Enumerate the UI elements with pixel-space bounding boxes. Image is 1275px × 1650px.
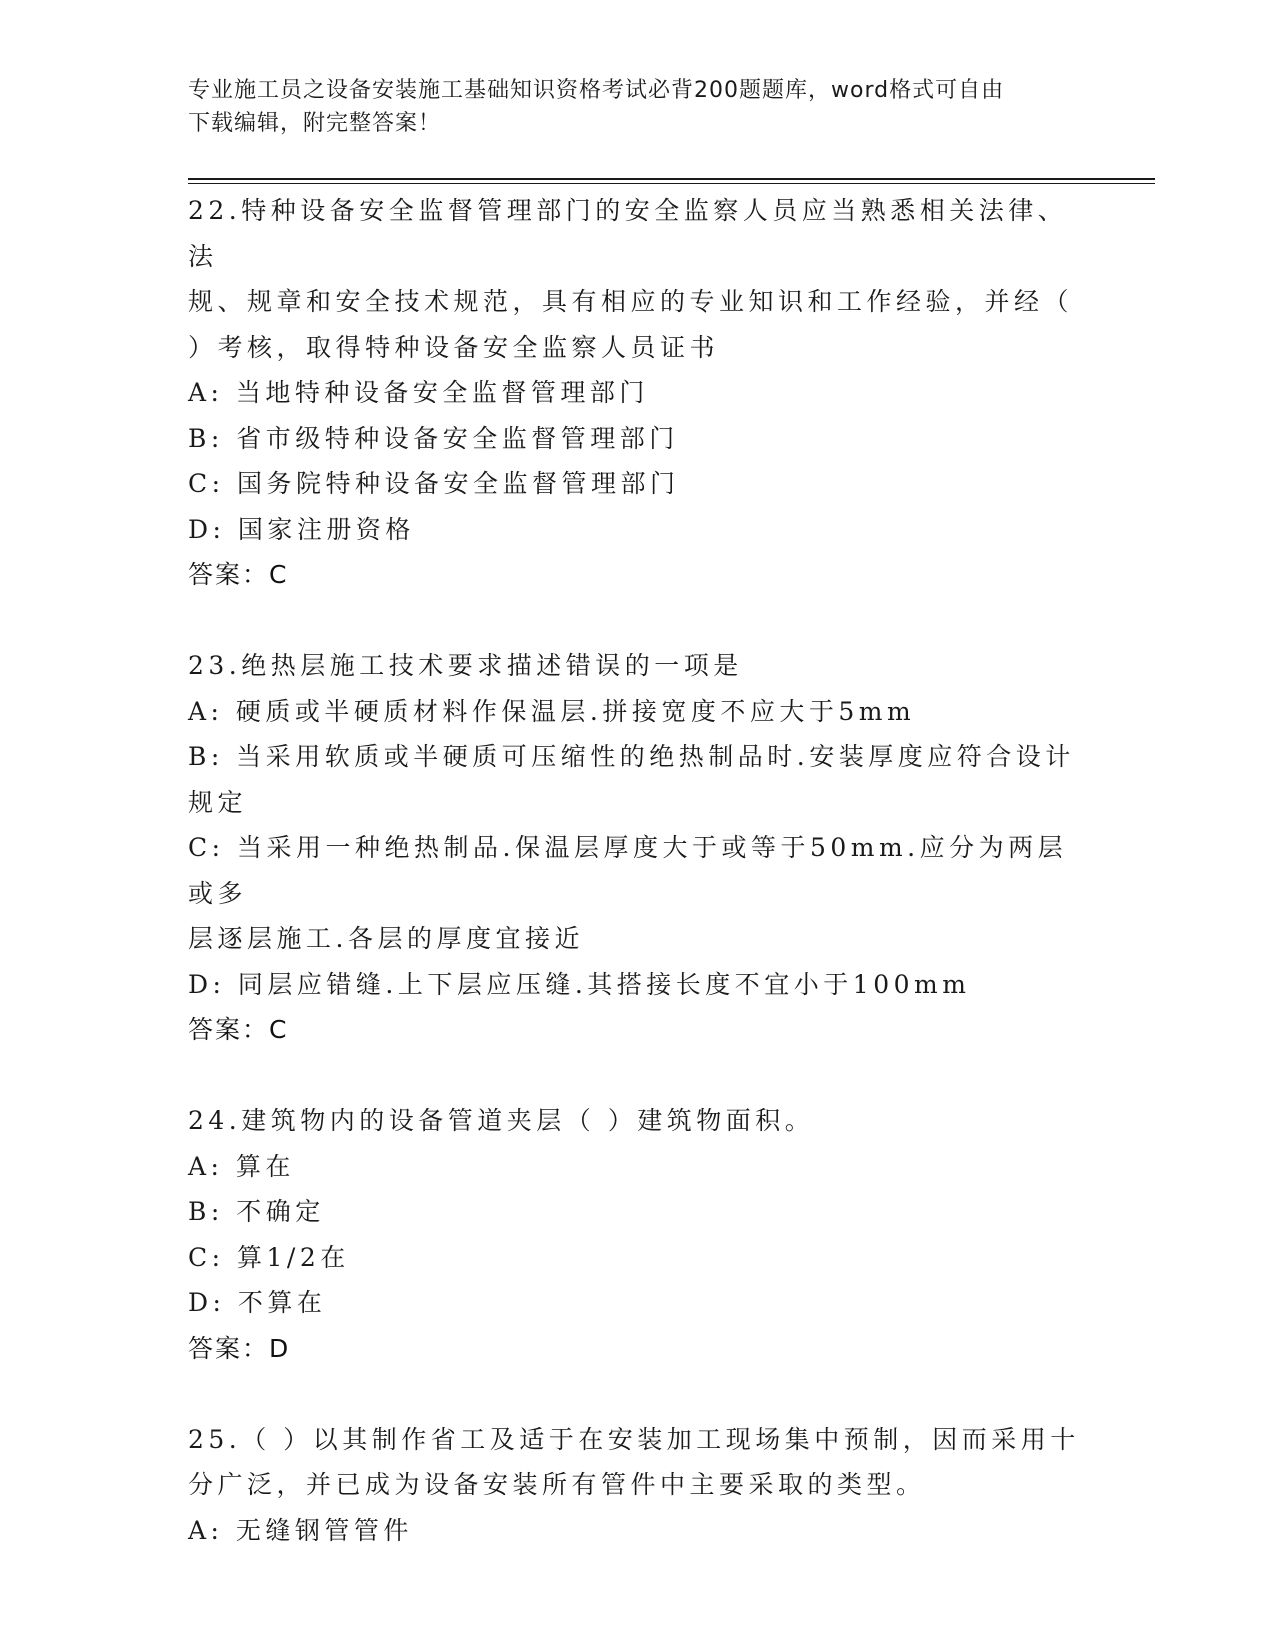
option-d: D: 同层应错缝.上下层应压缝.其搭接长度不宜小于100mm: [188, 969, 971, 999]
option-d: D: 不算在: [188, 1288, 327, 1317]
question-spacer: [188, 1053, 1088, 1099]
question-stem-line: 规、规章和安全技术规范，具有相应的专业知识和工作经验，并经（: [188, 287, 1074, 316]
option-b: B: 不确定: [188, 1197, 325, 1226]
option-a: A: 硬质或半硬质材料作保温层.拼接宽度不应大于5mm: [188, 696, 916, 726]
option-a: A: 算在: [188, 1151, 295, 1181]
option-a: A: 无缝钢管管件: [188, 1515, 413, 1545]
answer-label: 答案：D: [188, 1333, 291, 1363]
question-stem-line: 22.特种设备安全监督管理部门的安全监察人员应当熟悉相关法律、法: [188, 196, 1068, 271]
question-stem-line: 25.（ ）以其制作省工及适于在安装加工现场集中预制，因而采用十: [188, 1424, 1080, 1454]
question-stem-line: 23.绝热层施工技术要求描述错误的一项是: [188, 651, 743, 680]
option-c: C: 国务院特种设备安全监督管理部门: [188, 469, 680, 498]
answer-label: 答案：C: [188, 1015, 289, 1044]
question-list: [188, 188, 1088, 1553]
answer-label: 答案：C: [188, 560, 289, 589]
question-22: [188, 188, 1088, 598]
question-25: [188, 1417, 1088, 1554]
header-line-2: 下载编辑，附完整答案！: [188, 111, 442, 136]
header-line-1: 专业施工员之设备安装施工基础知识资格考试必背200题题库，word格式可自由: [188, 78, 1005, 103]
question-spacer: [188, 1371, 1088, 1417]
option-c: C: 算1/2在: [188, 1242, 350, 1272]
option-b: B: 省市级特种设备安全监督管理部门: [188, 423, 679, 453]
option-a: A: 当地特种设备安全监督管理部门: [188, 378, 649, 407]
header-divider-thick: [188, 178, 1155, 180]
option-d: D: 国家注册资格: [188, 514, 415, 544]
option-c-continued: 层逐层施工.各层的厚度宜接近: [188, 924, 584, 953]
option-b: B: 当采用软质或半硬质可压缩性的绝热制品时.安装厚度应符合设计: [188, 742, 1075, 771]
option-c: C: 当采用一种绝热制品.保温层厚度大于或等于50mm.应分为两层或多: [188, 833, 1068, 908]
question-spacer: [188, 598, 1088, 644]
question-23: [188, 643, 1088, 1053]
question-stem-line: 分广泛，并已成为设备安装所有管件中主要采取的类型。: [188, 1470, 926, 1499]
question-stem-line: 24.建筑物内的设备管道夹层（ ）建筑物面积。: [188, 1106, 815, 1135]
question-stem-line: ）考核，取得特种设备安全监察人员证书: [188, 332, 720, 362]
document-header: [188, 74, 1068, 140]
question-24: [188, 1098, 1088, 1371]
option-b-continued: 规定: [188, 787, 248, 817]
header-divider-thin: [188, 183, 1155, 184]
